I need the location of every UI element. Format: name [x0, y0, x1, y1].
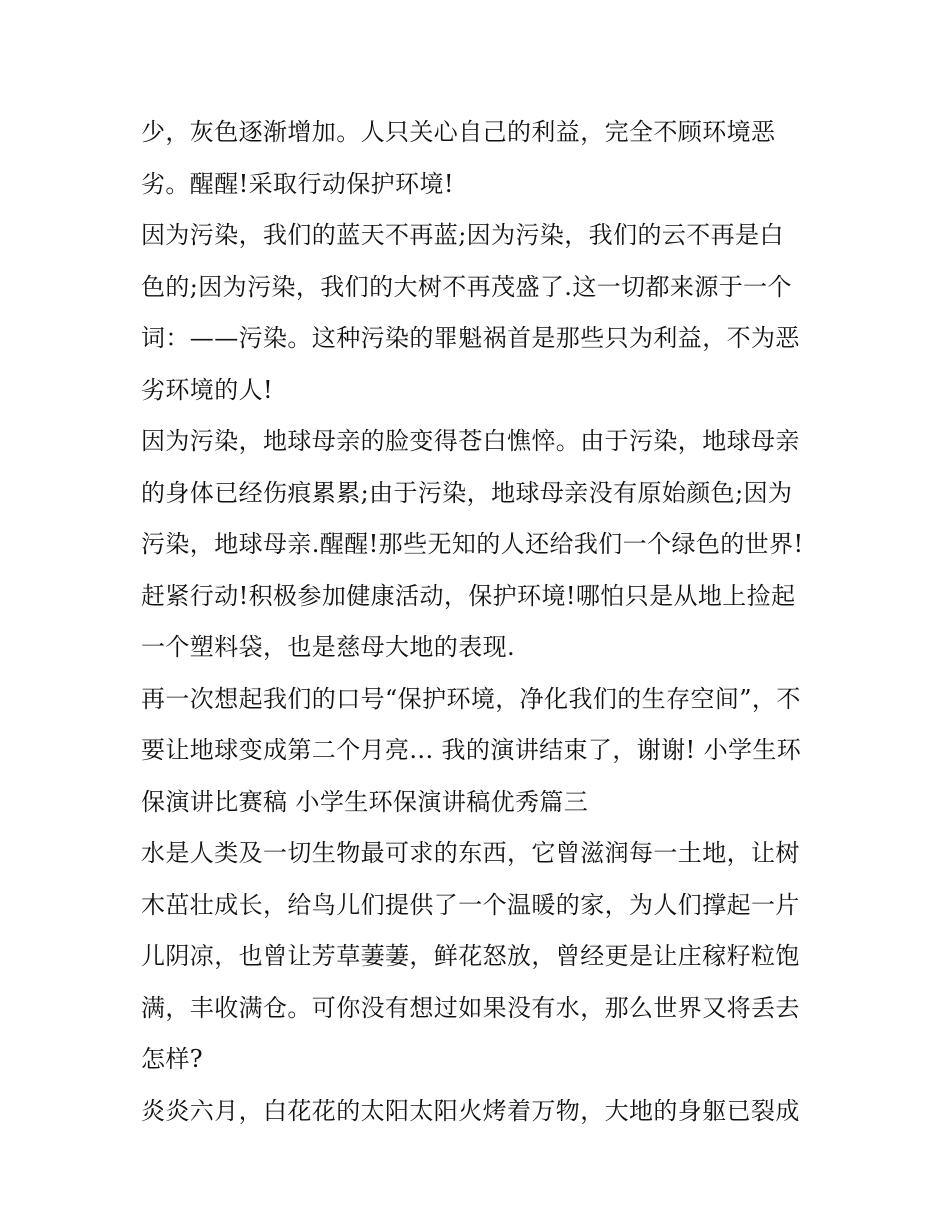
- text-line: 污染，地球母亲.醒醒!那些无知的人还给我们一个绿色的世界!: [141, 530, 804, 558]
- text-line: 少，灰色逐渐增加。人只关心自己的利益，完全不顾环境恶: [141, 118, 776, 146]
- text-line: 再一次想起我们的口号“保护环境，净化我们的生存空间”，不: [141, 684, 801, 713]
- text-line: 词：——污染。这种污染的罪魁祸首是那些只为利益，不为恶: [141, 324, 800, 352]
- text-line: 劣环境的人!: [141, 375, 274, 404]
- text-line: 水是人类及一切生物最可求的东西，它曾滋润每一土地，让树: [141, 839, 800, 867]
- text-line: 木茁壮成长，给鸟儿们提供了一个温暖的家，为人们撑起一片: [141, 890, 800, 919]
- text-line: 赶紧行动!积极参加健康活动，保护环境!哪怕只是从地上捡起: [141, 581, 796, 610]
- text-line: 怎样?: [141, 1045, 204, 1073]
- text-line: 一个塑料袋，也是慈母大地的表现.: [141, 633, 516, 661]
- text-line: 满，丰收满仓。可你没有想过如果没有水，那么世界又将丢去: [141, 993, 800, 1022]
- text-line: 的身体已经伤痕累累;由于污染，地球母亲没有原始颜色;因为: [141, 478, 793, 507]
- text-line: 因为污染，地球母亲的脸变得苍白憔悴。由于污染，地球母亲: [141, 427, 800, 455]
- text-line: 要让地球变成第二个月亮... 我的演讲结束了，谢谢! 小学生环: [141, 736, 802, 764]
- text-line: 色的;因为污染，我们的大树不再茂盛了.这一切都来源于一个: [141, 272, 792, 301]
- text-line: 劣。醒醒!采取行动保护环境!: [141, 169, 454, 198]
- text-line: 保演讲比赛稿 小学生环保演讲稿优秀篇三: [141, 787, 589, 816]
- document-body: [141, 107, 821, 1137]
- text-line: 因为污染，我们的蓝天不再蓝;因为污染，我们的云不再是白: [141, 221, 784, 249]
- text-line: 炎炎六月，白花花的太阳太阳火烤着万物，大地的身躯已裂成: [141, 1096, 800, 1125]
- text-line: 儿阴凉，也曾让芳草萋萋，鲜花怒放，曾经更是让庄稼籽粒饱: [141, 942, 800, 970]
